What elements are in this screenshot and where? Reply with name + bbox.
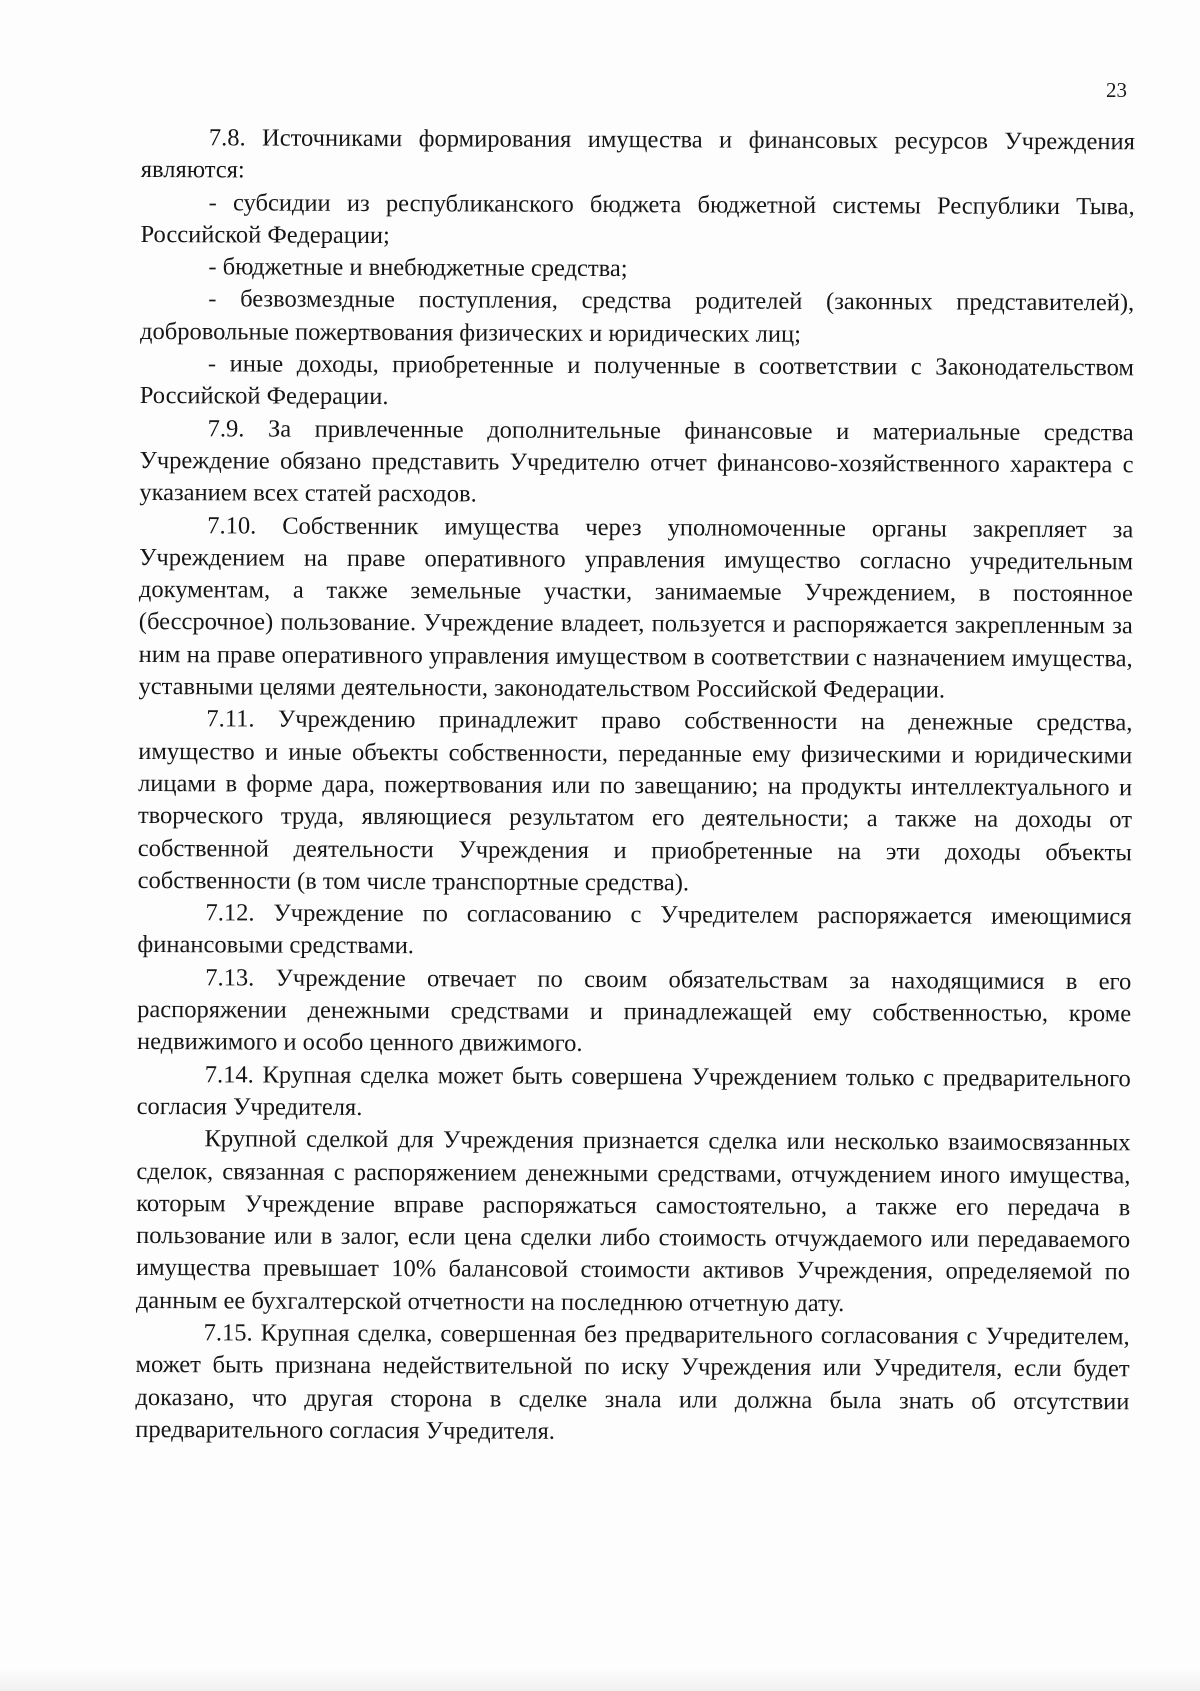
paragraph-7-8: 7.8. Источниками формирования имущества и финансовых ресурсов Учреждения являются: <box>140 124 1135 184</box>
paragraph-7-15: 7.15. Крупная сделка, совершенная без предварительного согласования с Учредителем, может быть признана недействительной по иску Учреждения или Учредителя, если будет доказано, что другая сторона в сделке знала или должна была знать об отсутствии предварительного согласия Учредителя. <box>135 1319 1130 1445</box>
paragraph-7-12: 7.12. Учреждение по согласованию с Учредителем распоряжается имеющимися финансовыми средствами. <box>137 899 1132 960</box>
list-item-donations: - безвозмездные поступления, средства родителей (законных представителей), добровольные пожертвования физических и юридических лиц; <box>140 285 1135 348</box>
paragraph-7-13: 7.13. Учреждение отвечает по своим обязательствам за находящимися в его распоряжении денежными средствами и принадлежащей ему собственностью, кроме недвижимого и особо ценного движимого. <box>136 964 1132 1058</box>
page-number: 23 <box>1106 78 1127 102</box>
paragraph-7-9: 7.9. За привлеченные дополнительные финансовые и материальные средства Учреждение обязано представить Учредителю отчет финансово-хозяйственного характера с указанием всех статей расходов. <box>139 414 1134 508</box>
paragraph-7-14: 7.14. Крупная сделка может быть совершена Учреждением только с предварительного согласия Учредителя. <box>136 1060 1131 1121</box>
paragraph-7-11: 7.11. Учреждению принадлежит право собственности на денежные средства, имущество и иные объекты собственности, переданные ему физическими и юридическими лицами в форме дара, пожертвования или по завещанию; на продукты интеллектуального и творческого труда, являющиеся результатом его деятельности; а также на доходы от собственной деятельности Учреждения и приобретенные на эти доходы объекты собственности (в том числе транспортные средства). <box>137 705 1133 897</box>
paragraph-7-10: 7.10. Собственник имущества через уполномоченные органы закрепляет за Учреждением на праве оперативного управления имущество согласно учредительным документам, а также земельные участки, занимаемые Учреждением, в постоянное (бессрочное) пользование. Учреждение владеет, пользуется и распоряжается закрепленным за ним на праве оперативного управления имуществом в соответствии с назначением имущества, уставными целями деятельности, законодательством Российской Федерации. <box>138 511 1134 704</box>
list-item-budget-funds: - бюджетные и внебюджетные средства; <box>208 253 628 283</box>
document-body <box>135 122 1135 1450</box>
list-item-subsidies: - субсидии из республиканского бюджета бюджетной системы Республики Тыва, Российской Федерации; <box>140 188 1135 249</box>
scan-bottom-edge <box>0 1669 1200 1691</box>
paragraph-major-deal-definition: Крупной сделкой для Учреждения признается сделка или несколько взаимосвязанных сделок, связанная с распоряжением денежными средствами, отчуждением иного имущества, которым Учреждение вправе распоряжаться самостоятельно, а также его передача в пользование или в залог, если цена сделки либо стоимость отчуждаемого или передаваемого имущества превышает 10% балансовой стоимости активов Учреждения, определяемой по данным ее бухгалтерской отчетности на последнюю отчетную дату. <box>135 1125 1131 1317</box>
list-item-other-income: - иные доходы, приобретенные и полученные в соответствии с Законодательством Российской Федерации. <box>139 350 1134 411</box>
